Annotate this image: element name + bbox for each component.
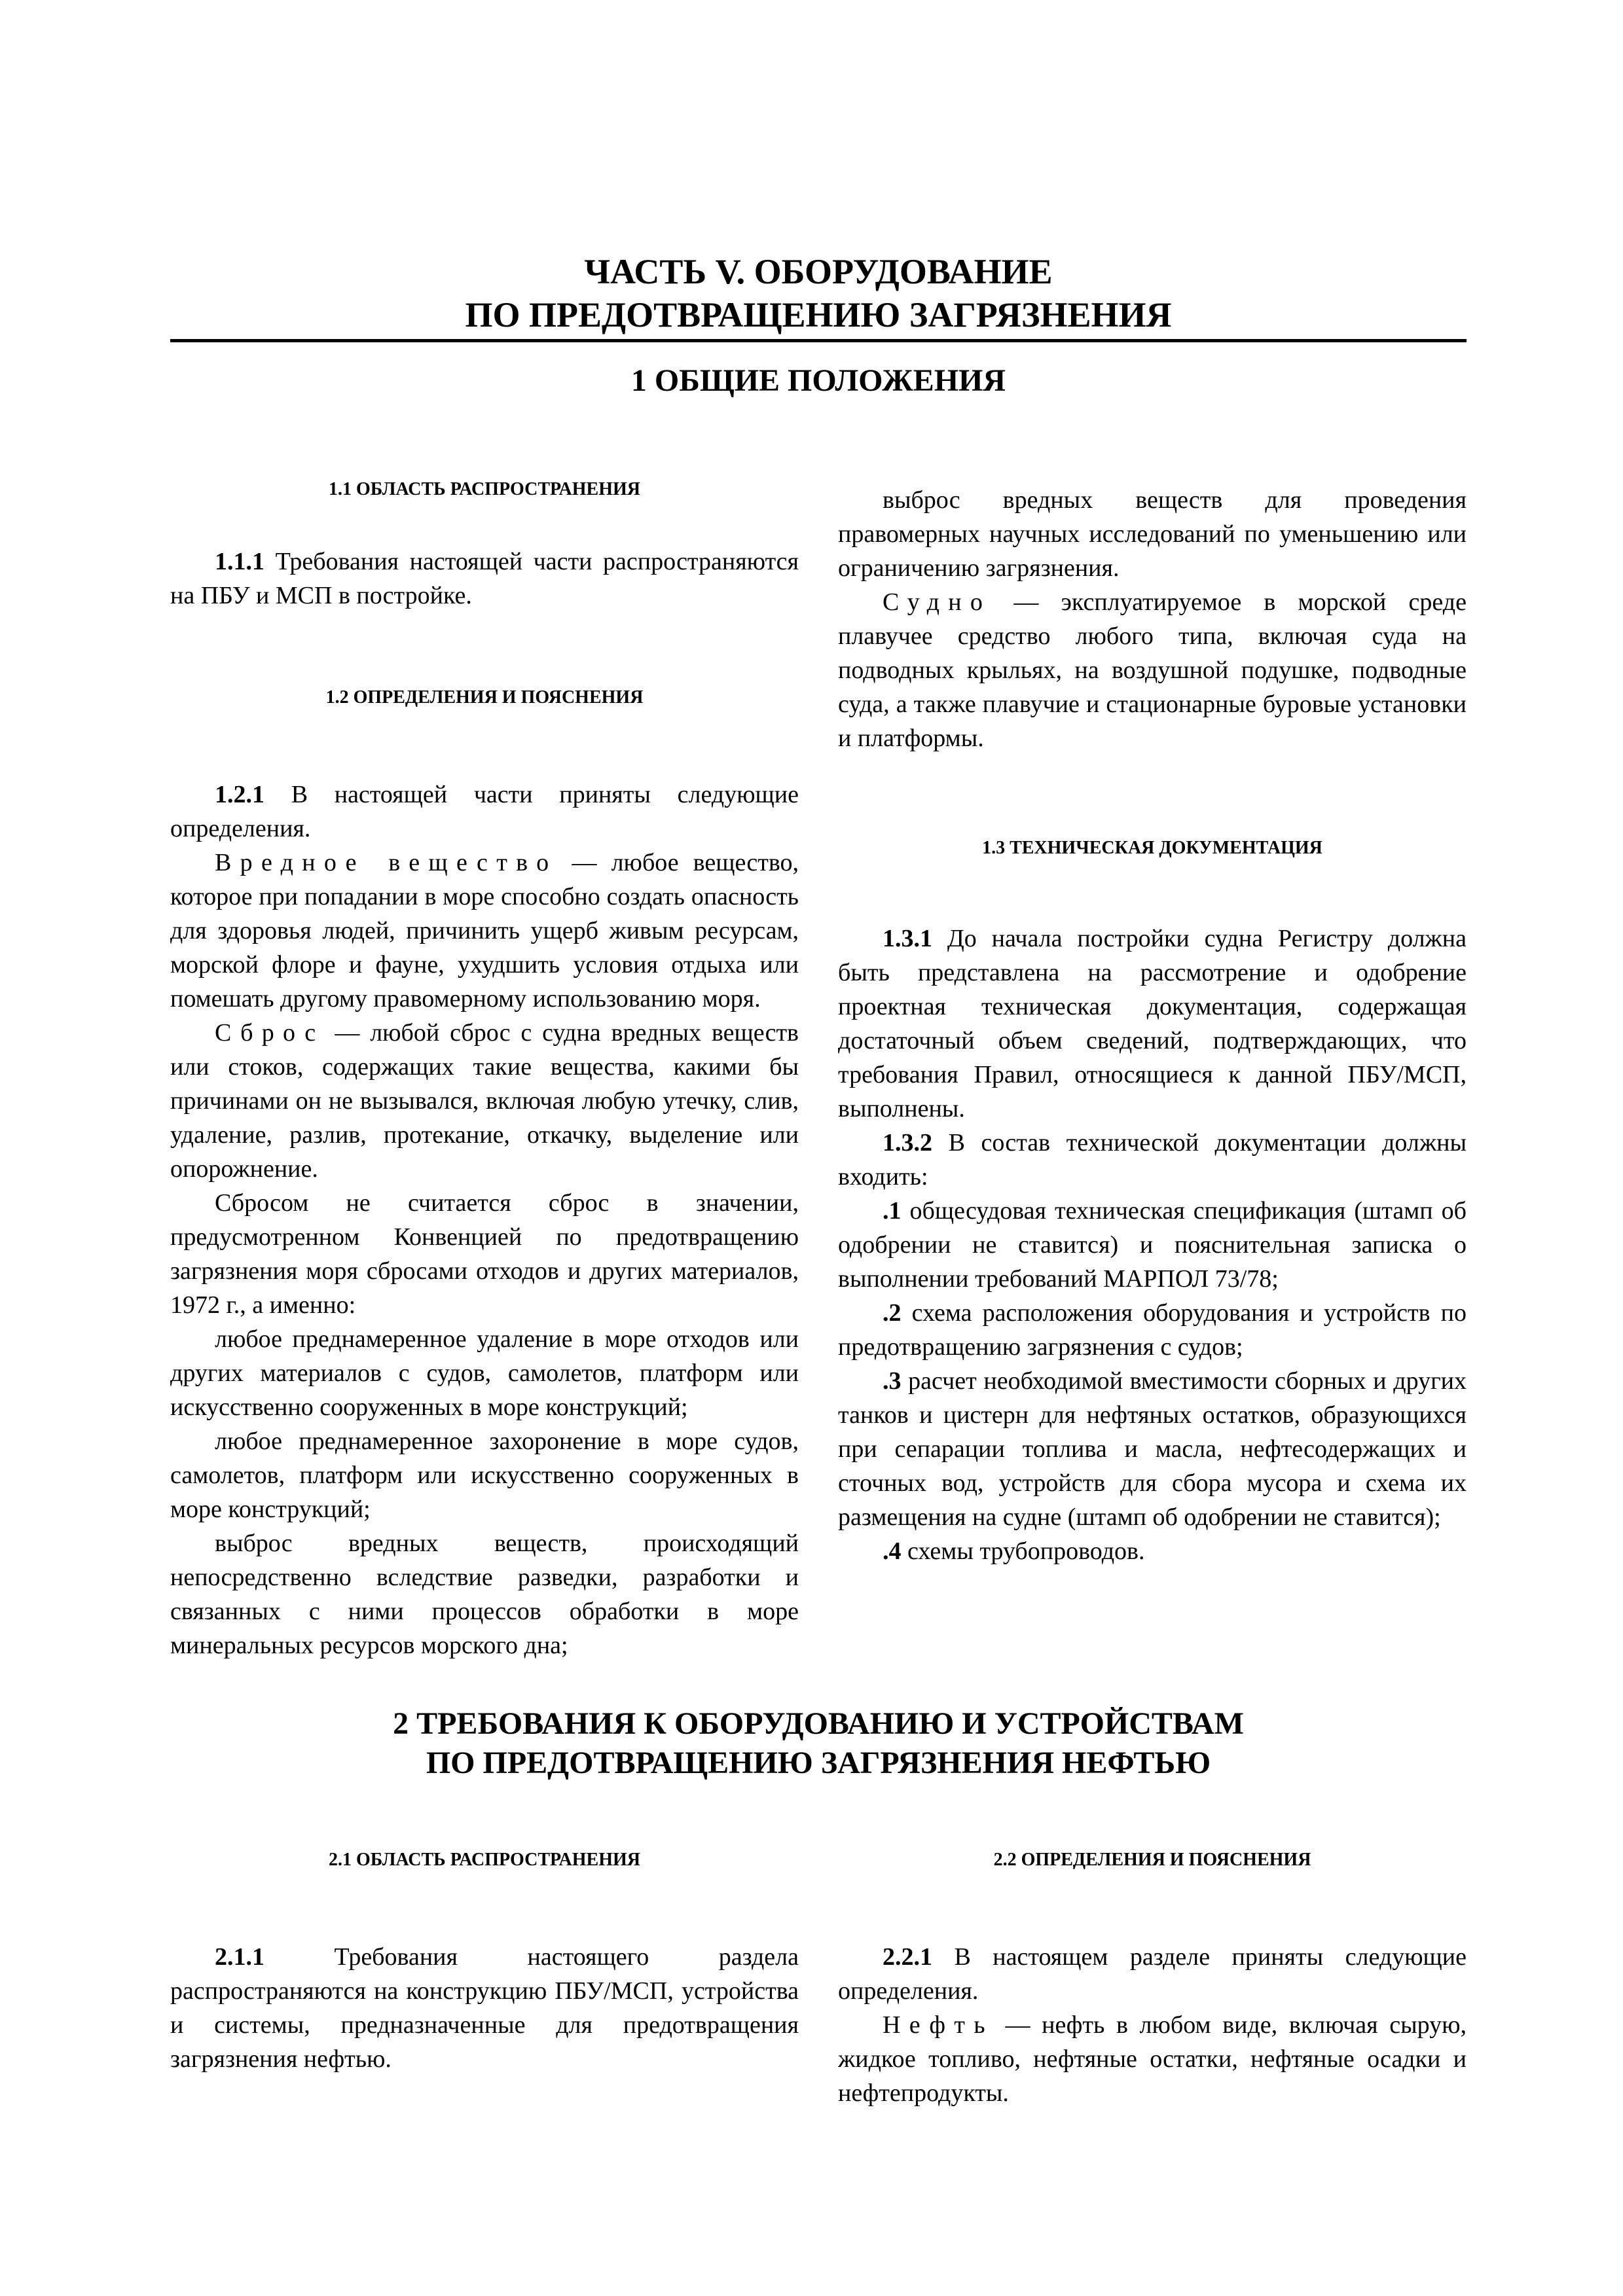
subsection-1-2-heading: 1.2 ОПРЕДЕЛЕНИЯ И ПОЯСНЕНИЯ: [325, 687, 644, 708]
doc-item-2: .2 схема расположения оборудования и устройств по предотвращению загрязнения с судов;: [838, 1299, 1467, 1361]
list-item-3: выброс вредных веществ, происходящий непосредственно вследствие разведки, разработки и связанных с ними процессов обработки в море минеральных ресурсов морского дна;: [170, 1530, 799, 1659]
subsection-1-1-heading: 1.1 ОБЛАСТЬ РАСПРОСТРАНЕНИЯ: [329, 479, 640, 499]
subsection-2-1-heading: 2.1 ОБЛАСТЬ РАСПРОСТРАНЕНИЯ: [329, 1850, 640, 1870]
list-item-2: любое преднамеренное захоронение в море судов, самолетов, платформ или искусственно сооруженных в море конструкций;: [170, 1427, 799, 1523]
subsection-2-2-heading: 2.2 ОПРЕДЕЛЕНИЯ И ПОЯСНЕНИЯ: [993, 1850, 1311, 1870]
part-title: [170, 250, 1467, 336]
list-item-1: любое преднамеренное удаление в море отходов или других материалов с судов, самолетов, платформ или искусственно сооруженных в море конструкций;: [170, 1325, 799, 1421]
part-title-line-1: ЧАСТЬ V. ОБОРУДОВАНИЕ: [584, 252, 1053, 291]
title-rule: [170, 339, 1467, 342]
doc-item-4: .4 схемы трубопроводов.: [883, 1537, 1145, 1565]
section-1-title: 1 ОБЩИЕ ПОЛОЖЕНИЯ: [630, 363, 1006, 398]
para-2-1-1: 2.1.1 Требования настоящего раздела распространяются на конструкцию ПБУ/МСП, устройства и системы, предназначенные для предотвращения загрязнения нефтью.: [170, 1943, 799, 2073]
para-not-discharge: Сбросом не считается сброс в значении, предусмотренном Конвенцией по предотвращению загрязнения моря сбросами отходов и других материалов, 1972 г., а именно:: [170, 1189, 799, 1319]
list-item-4: выброс вредных веществ для проведения правомерных научных исследований по уменьшению или ограничению загрязнения.: [838, 486, 1467, 582]
definition-ship: Судно — эксплуатируемое в морской среде плавучее средство любого типа, включая суда на подводных крыльях, на воздушной подушке, подводные суда, а также плавучие и стационарные буровые установки и платформы.: [838, 588, 1467, 752]
section-2-right-column: [838, 1847, 1467, 2110]
definition-oil: Нефть — нефть в любом виде, включая сырую, жидкое топливо, нефтяные остатки, нефтяные осадки и нефтепродукты.: [838, 2011, 1467, 2107]
doc-item-3: .3 расчет необходимой вместимости сборных и других танков и цистерн для нефтяных остатков, образующихся при сепарации топлива и масла, нефтесодержащих и сточных вод, устройств для сбора мусора и схема их размещения на судне (штамп об одобрении не ставится);: [838, 1367, 1467, 1531]
para-1-1-1: 1.1.1 Требования настоящей части распространяются на ПБУ и МСП в постройке.: [170, 548, 799, 609]
para-1-2-1: 1.2.1 В настоящей части приняты следующие определения.: [170, 781, 799, 842]
part-title-line-2: ПО ПРЕДОТВРАЩЕНИЮ ЗАГРЯЗНЕНИЯ: [465, 295, 1172, 334]
section-1-right-column: [838, 483, 1467, 1568]
subsection-1-3-heading: 1.3 ТЕХНИЧЕСКАЯ ДОКУМЕНТАЦИЯ: [982, 838, 1322, 858]
section-2-left-column: [170, 1847, 799, 2076]
doc-item-1: .1 общесудовая техническая спецификация (штамп об одобрении не ставится) и пояснительная записка о выполнении требований МАРПОЛ 73/78;: [838, 1197, 1467, 1293]
definition-harmful-substance: Вредное вещество — любое вещество, которое при попадании в море способно создать опасность для здоровья людей, причинить ущерб живым ресурсам, морской флоре и фауне, ухудшить условия отдыха или помешать другому правомерному использованию моря.: [170, 849, 799, 1013]
section-2-title-line-2: ПО ПРЕДОТВРАЩЕНИЮ ЗАГРЯЗНЕНИЯ НЕФТЬЮ: [426, 1746, 1211, 1780]
definition-discharge: Сброс — любой сброс с судна вредных веществ или стоков, содержащих такие вещества, какими бы причинами он не вызывался, включая любую утечку, слив, удаление, разлив, протекание, откачку, выделение или опорожнение.: [170, 1019, 799, 1183]
section-1-left-column: [170, 476, 799, 1662]
para-1-3-1: 1.3.1 До начала постройки судна Регистру должна быть представлена на рассмотрение и одобрение проектная техническая документация, содержащая достаточный объем сведений, подтверждающих, что требования Правил, относящиеся к данной ПБУ/МСП, выполнены.: [838, 925, 1467, 1122]
para-2-2-1: 2.2.1 В настоящем разделе приняты следующие определения.: [838, 1943, 1467, 2005]
section-2-title-line-1: 2 ТРЕБОВАНИЯ К ОБОРУДОВАНИЮ И УСТРОЙСТВАМ: [393, 1706, 1244, 1741]
para-1-3-2: 1.3.2 В состав технической документации должны входить:: [838, 1129, 1467, 1191]
section-2-title: [170, 1704, 1467, 1783]
